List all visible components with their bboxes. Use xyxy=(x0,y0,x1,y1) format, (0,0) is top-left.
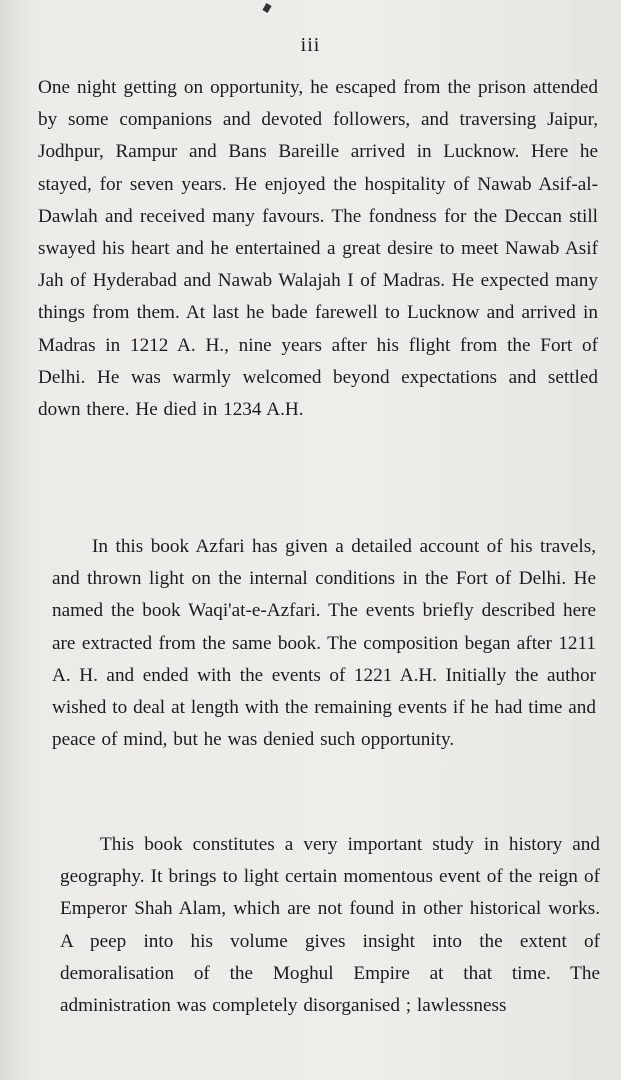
page-number: iii xyxy=(300,34,321,56)
ink-mark xyxy=(262,3,271,13)
paragraph-3: This book constitutes a very important study in history and geography. It brings to light certain momentous event of the reign of Emperor Shah Alam, which are not found in other historical works. A peep into his volume gives insight into the extent of demoralisation of the Moghul Empire at that time. The administration was completely disorganised ; lawlessness xyxy=(60,834,600,1017)
paragraph-1: One night getting on opportunity, he escaped from the prison attended by some companions and devoted followers, and traversing Jaipur, Jodhpur, Rampur and Bans Bareille arrived in Lucknow. Here he stayed, for seven years. He enjoyed the hospitality of Nawab Asif-al-Dawlah and received many favours. The fondness for the Deccan still swayed his heart and he entertained a great desire to meet Nawab Asif Jah of Hyderabad and Nawab Walajah I of Madras. He expected many things from them. At last he bade farewell to Lucknow and arrived in Madras in 1212 A. H., nine years after his flight from the Fort of Delhi. He was warmly welcomed beyond expectations and settled down there. He died in 1234 A.H. xyxy=(38,77,598,421)
paragraph-2: In this book Azfari has given a detailed account of his travels, and thrown light on the internal conditions in the Fort of Delhi. He named the book Waqi'at-e-Azfari. The events briefly described here are extracted from the same book. The composition began after 1211 A. H. and ended with the events of 1221 A.H. Initially the author wished to deal at length with the remaining events if he had time and peace of mind, but he was denied such opportunity. xyxy=(52,536,596,751)
